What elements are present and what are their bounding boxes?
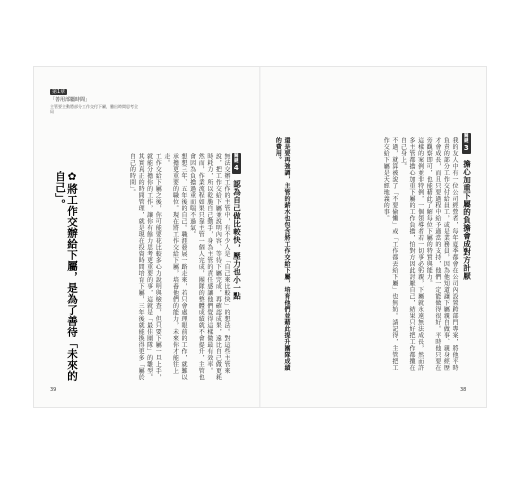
left-page	[34, 67, 260, 407]
right-paragraph-2: 這樣的案例並非特例，一個領導者若一切事必躬親，下屬就永遠無法成長，然而許多主管都擔心加重下屬的工作負擔，怕對方因此討厭自己，結果只好把工作都攬在自己身上。	[399, 137, 424, 371]
right-bold-paragraph: 還是要再強調，主管的薪水也包含將工作交給下屬，培育他們並藉此提升團隊成績的費用。	[274, 137, 290, 371]
running-title: 「善用部屬時間」	[50, 97, 91, 103]
left-paragraph-2: 然而，作業流程如果只靠主管一個人完成，團隊的整體成績就不會提升，主管也會因為負擔過重而喘不過氣。	[188, 153, 205, 381]
section4-heading-block	[232, 153, 242, 373]
right-paragraph-3: 不過，就算被說了「不要偷懶」或「工作都丟給下屬」也無妨。請記得，主管把工作交給下屬是天經地義的事。	[382, 137, 398, 371]
closing-statement: ✿將工作交辦給下屬，是為了善待「未來的自己」。	[54, 171, 78, 382]
section4-badge: 關鍵 4	[233, 154, 240, 172]
left-paragraph-4: 工作交給下屬之後，你可能要花比較多心力說明與檢查，但只要下屬一旦上手，就能分擔你的工作，讓你有餘力思考更重要的事，這就是「最佳團隊」的雛型。	[145, 153, 162, 381]
chapter-badge: 第1章	[52, 89, 66, 95]
right-page	[260, 67, 486, 407]
book-spread	[34, 67, 486, 407]
left-paragraph-1: 無法交辦工作的主管中，有不少人是「自己來比較快」的想法。對這些主管來說，把工作交給下屬並說明內容、等待下屬完成，再確認成果，遠比自己做更耗時耗力，所以乾脆自己動手，身為主管的責任感讓他們覺得這樣做最有效率。	[205, 153, 230, 381]
section3-badge: 關鍵 3	[463, 134, 470, 152]
left-paragraph-5: 其實真正的時間管理，就是現在投資時間培育下屬，三年後就能換得更多「屬於自己的時間」。	[128, 153, 145, 381]
section3-number: 3	[463, 144, 470, 152]
page-number-right: 38	[460, 387, 467, 393]
section4-number: 4	[233, 164, 240, 172]
section3-heading: 擔心加重下屬的負擔會成對方計厭	[462, 160, 472, 281]
right-paragraph-1: 我的友人中有一位公司經營者，每年夏季都會在公司內設置跨部門專案，將他平時負責的部分工作交付給員工，或是業務員，因為他知道讓下屬親自做事、親身經歷才會成長，而且只要過程中給予適當的支持，他們一定能做得很好。平時他只要在旁觀察即可，也能藉此了解每位下屬的特質與能力。	[425, 137, 458, 371]
page-number-left: 39	[50, 387, 57, 393]
running-header	[50, 89, 140, 114]
left-paragraph-3: 想想三年、五年後的自己。職涯發展一路走來，若只會處理眼前的工作，就難以承擔更重要的職位。現在將工作交給下屬，培養他們的能力，未來你才能往上走。	[162, 153, 188, 381]
left-body-text	[80, 153, 230, 385]
running-subtitle: 主管要主動將部分工作交付下屬，騰出時間思考全局	[50, 104, 138, 114]
right-body-text	[294, 137, 458, 377]
section3-heading-block	[462, 133, 472, 363]
section4-heading: 認為自己做比較快，壓力也小一點	[232, 180, 242, 301]
